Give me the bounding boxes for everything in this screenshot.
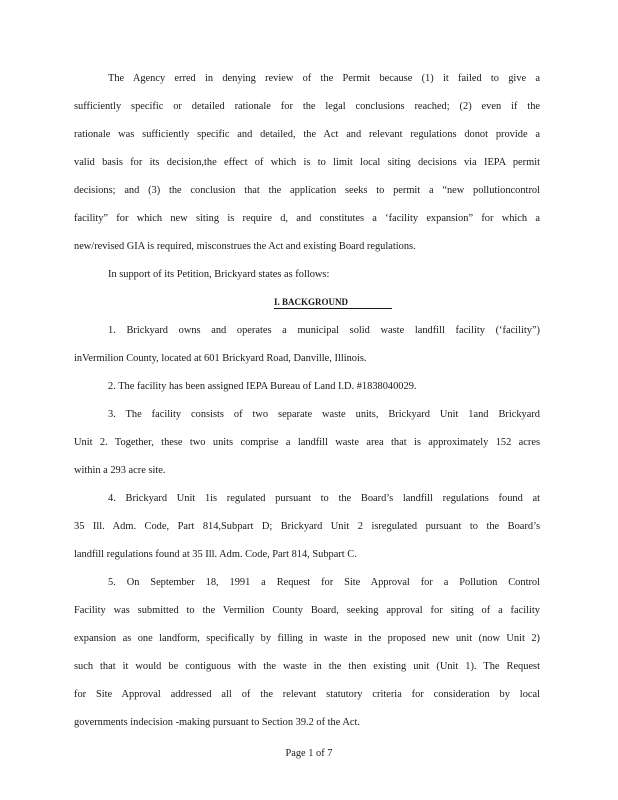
- intro-line: new/revised GIA is required, misconstrues the Act and existing Board regulations.: [74, 241, 416, 252]
- intro-line: rationale was sufficiently specific and detailed, the Act and relevant regulations donot provide a: [74, 129, 540, 140]
- paragraph-4-line: landfill regulations found at 35 Ill. Adm. Code, Part 814, Subpart C.: [74, 549, 357, 560]
- paragraph-5-line: 5. On September 18, 1991 a Request for Site Approval for a Pollution Control: [108, 577, 540, 588]
- intro-line: sufficiently specific or detailed rationale for the legal conclusions reached; (2) even if the: [74, 101, 540, 112]
- paragraph-3-line: within a 293 acre site.: [74, 465, 166, 476]
- paragraph-5-line: for Site Approval addressed all of the relevant statutory criteria for consideration by local: [74, 689, 540, 700]
- paragraph-5-line: such that it would be contiguous with the waste in the then existing unit (Unit 1). The Request: [74, 661, 540, 672]
- paragraph-5-line: governments indecision -making pursuant to Section 39.2 of the Act.: [74, 717, 360, 728]
- paragraph-1-line: 1. Brickyard owns and operates a municipal solid waste landfill facility (‘facility”): [108, 325, 540, 336]
- paragraph-3-line: Unit 2. Together, these two units comprise a landfill waste area that is approximately 152 acres: [74, 437, 540, 448]
- paragraph-4-line: 35 Ill. Adm. Code, Part 814,Subpart D; Brickyard Unit 2 isregulated pursuant to the Board’s: [74, 521, 540, 532]
- paragraph-1-line: inVermilion County, located at 601 Brickyard Road, Danville, Illinois.: [74, 353, 367, 364]
- intro-line: valid basis for its decision,the effect of which is to limit local siting decisions via IEPA permit: [74, 157, 540, 168]
- support-statement: In support of its Petition, Brickyard states as follows:: [108, 269, 330, 280]
- intro-line: facility” for which new siting is require d, and constitutes a ‘facility expansion” for which a: [74, 213, 540, 224]
- page-number: Page 1 of 7: [285, 748, 333, 759]
- paragraph-3-line: 3. The facility consists of two separate waste units, Brickyard Unit 1and Brickyard: [108, 409, 540, 420]
- intro-line: decisions; and (3) the conclusion that the application seeks to permit a “new pollutioncontrol: [74, 185, 540, 196]
- paragraph-2-line: 2. The facility has been assigned IEPA Bureau of Land I.D. #1838040029.: [108, 381, 417, 392]
- intro-line: The Agency erred in denying review of the Permit because (1) it failed to give a: [108, 73, 540, 84]
- paragraph-4-line: 4. Brickyard Unit 1is regulated pursuant to the Board’s landfill regulations found at: [108, 493, 540, 504]
- paragraph-5-line: expansion as one landform, specifically by filling in waste in the proposed new unit (now Unit 2): [74, 633, 540, 644]
- paragraph-5-line: Facility was submitted to the Vermilion County Board, seeking approval for siting of a facility: [74, 605, 540, 616]
- section-heading: I. BACKGROUND: [274, 297, 392, 309]
